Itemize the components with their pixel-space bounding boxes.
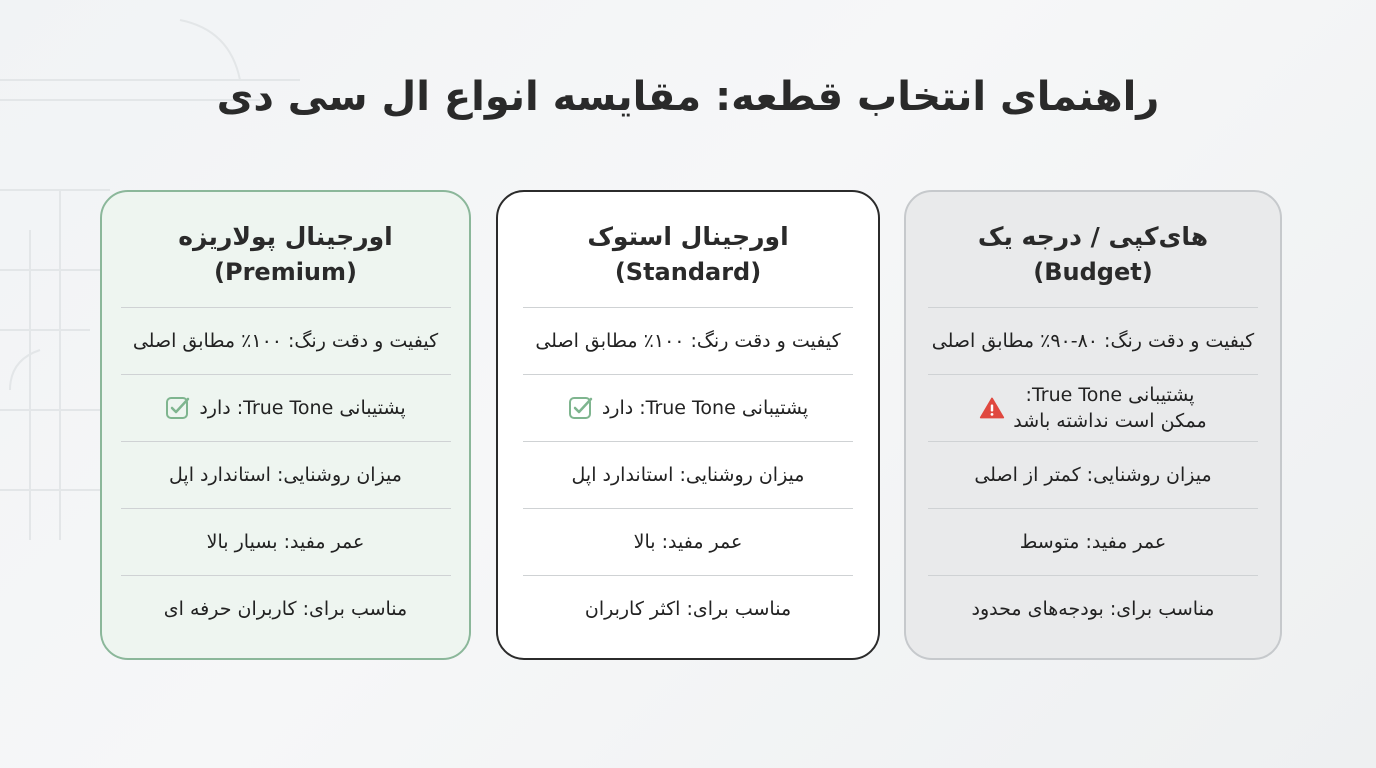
feature-row-true-tone [928,374,1258,441]
feature-row-brightness [523,441,853,508]
card-header [498,192,878,307]
feature-text: کیفیت و دقت رنگ: ۱۰۰٪ مطابق اصلی [535,330,841,352]
feature-text: میزان روشنایی: کمتر از اصلی [974,464,1212,486]
feature-row-brightness [121,441,451,508]
feature-row-lifespan [121,508,451,575]
feature-row-suitable-for [121,575,451,642]
feature-text: مناسب برای: بودجه‌های محدود [971,598,1215,620]
check-icon [568,395,594,421]
feature-text: عمر مفید: بالا [633,531,743,553]
feature-text: عمر مفید: بسیار بالا [206,531,365,553]
feature-row-true-tone [121,374,451,441]
feature-row-color-accuracy [121,307,451,374]
feature-text: پشتیبانی True Tone: دارد [601,397,809,419]
feature-row-lifespan [523,508,853,575]
card-header [102,192,469,307]
feature-text: پشتیبانی True Tone: دارد [199,397,406,419]
feature-row-color-accuracy [523,307,853,374]
feature-text: کیفیت و دقت رنگ: ۸۰-۹۰٪ مطابق اصلی [931,330,1255,352]
feature-text: عمر مفید: متوسط [1019,531,1167,553]
standard-card [496,190,880,660]
card-subtitle: (Premium) [214,257,357,286]
premium-card [100,190,471,660]
check-icon [165,395,191,421]
card-title: اورجینال پولاریزه [178,221,393,251]
budget-card [904,190,1282,660]
card-subtitle: (Standard) [614,257,762,286]
feature-list [523,307,853,642]
feature-text: میزان روشنایی: استاندارد اپل [169,464,402,486]
feature-text: مناسب برای: کاربران حرفه ای [163,598,408,620]
warning-icon [979,395,1005,421]
feature-row-brightness [928,441,1258,508]
page-title: راهنمای انتخاب قطعه: مقایسه انواع ال سی دی [216,74,1160,120]
card-title: های‌کپی / درجه یک [977,221,1209,251]
feature-text-line: ممکن است نداشته باشد [1013,410,1207,432]
feature-row-lifespan [928,508,1258,575]
feature-row-color-accuracy [928,307,1258,374]
feature-text: مناسب برای: اکثر کاربران [584,598,792,620]
card-subtitle: (Budget) [1033,257,1153,286]
feature-text-line: پشتیبانی True Tone: [1025,384,1195,406]
feature-list [121,307,451,642]
card-header [906,192,1280,307]
feature-list [928,307,1258,642]
feature-row-true-tone [523,374,853,441]
feature-text: میزان روشنایی: استاندارد اپل [571,464,805,486]
feature-text: کیفیت و دقت رنگ: ۱۰۰٪ مطابق اصلی [132,330,439,352]
feature-text [1013,382,1206,434]
card-title: اورجینال استوک [587,221,789,251]
feature-row-suitable-for [523,575,853,642]
feature-row-suitable-for [928,575,1258,642]
